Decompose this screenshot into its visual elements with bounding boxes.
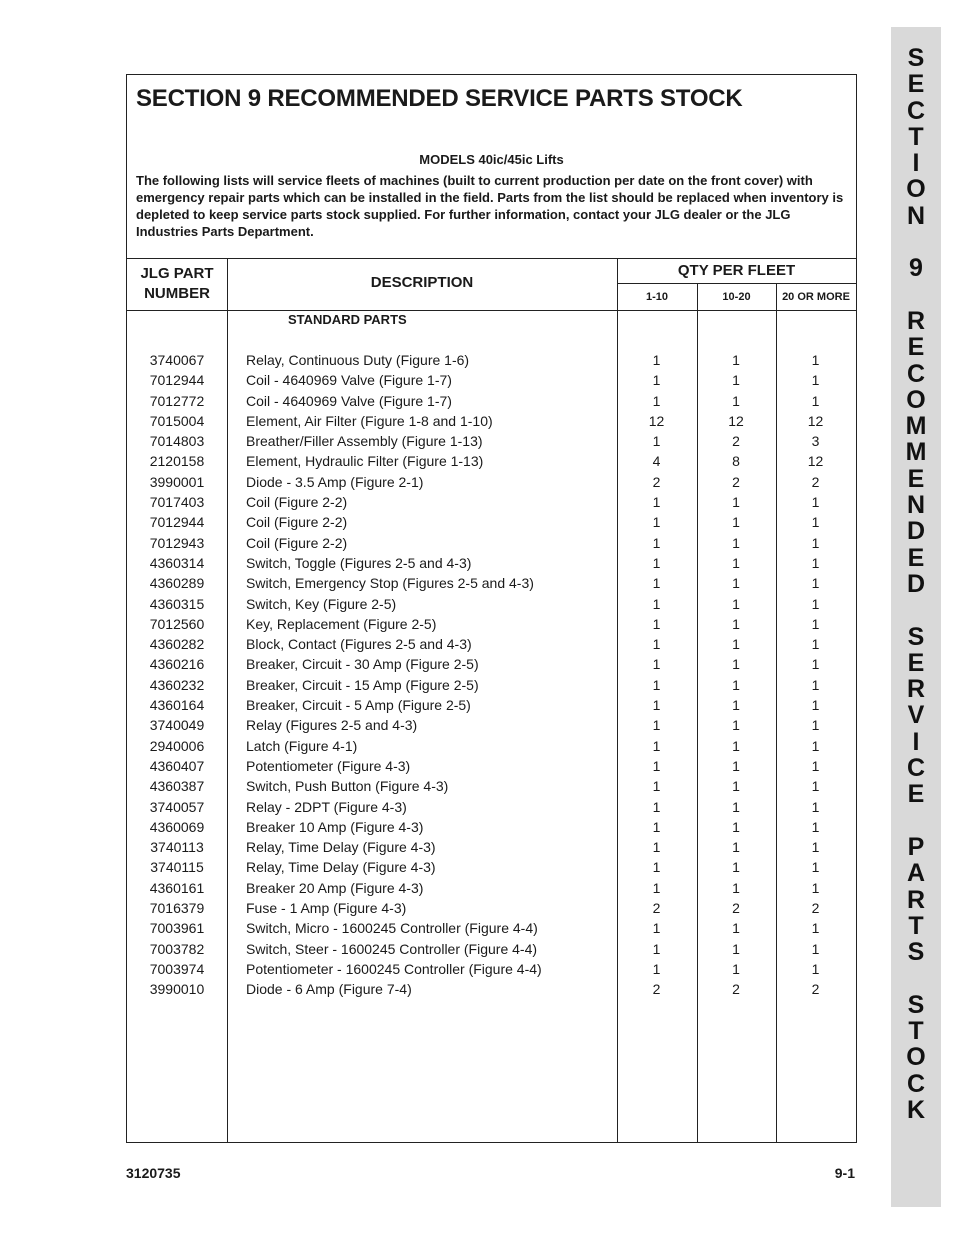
part-number-cell: 4360164 — [149, 697, 205, 714]
description-cell: Element, Hydraulic Filter (Figure 1-13) — [246, 453, 484, 470]
tab-letter: D — [906, 517, 926, 546]
table-row — [127, 939, 856, 959]
qty-20-or-more-cell: 1 — [811, 494, 820, 511]
qty-1-10-cell: 1 — [652, 798, 661, 815]
part-number-cell: 7012943 — [149, 534, 205, 551]
qty-1-10-cell: 1 — [652, 514, 661, 531]
qty-per-fleet-header: QTY PER FLEET — [677, 262, 796, 279]
qty-1-10-cell: 1 — [652, 372, 661, 389]
qty-20-or-more-cell: 1 — [811, 798, 820, 815]
parts-stock-frame — [126, 74, 857, 1143]
qty-header-rule — [617, 283, 856, 284]
table-row — [127, 776, 856, 796]
intro-paragraph: The following lists will service fleets of machines (built to current production per date on the front cover) with emergency repair parts which can be installed in the field. Parts from the list should be replaced when inventory is depleted to keep service parts stock supplied. For further information, contact your JLG dealer or the JLG Industries Parts Department. — [136, 173, 844, 239]
qty-1-10-cell: 1 — [652, 575, 661, 592]
qty-10-20-cell: 1 — [732, 656, 740, 673]
table-row — [127, 837, 856, 857]
qty-20-or-more-header: 20 OR MORE — [782, 291, 850, 303]
qty-1-10-cell: 1 — [652, 615, 661, 632]
document-number: 3120735 — [126, 1165, 181, 1181]
tab-letter — [913, 597, 920, 623]
part-number-cell: 7012560 — [149, 615, 205, 632]
tab-letter: E — [907, 464, 925, 493]
qty-1-10-cell: 1 — [652, 697, 661, 714]
table-row — [127, 370, 856, 390]
tab-letter — [913, 965, 920, 991]
tab-letter: I — [912, 727, 920, 756]
tab-letter: C — [906, 754, 926, 783]
tab-letter: R — [906, 306, 926, 335]
page-title: SECTION 9 RECOMMENDED SERVICE PARTS STOCK — [136, 85, 743, 112]
qty-1-10-cell: 1 — [652, 859, 661, 876]
qty-10-20-cell: 1 — [732, 798, 740, 815]
qty-10-20-cell: 1 — [732, 697, 740, 714]
part-number-cell: 4360387 — [149, 778, 205, 795]
table-row — [127, 797, 856, 817]
qty-20-or-more-cell: 1 — [811, 656, 820, 673]
qty-1-10-cell: 4 — [652, 453, 661, 470]
part-number-cell: 7003961 — [149, 920, 205, 937]
tab-letter — [913, 229, 920, 255]
tab-letter: R — [906, 885, 926, 914]
qty-10-20-cell: 1 — [732, 615, 740, 632]
description-cell: Coil - 4640969 Valve (Figure 1-7) — [246, 392, 452, 409]
qty-20-or-more-cell: 1 — [811, 595, 820, 612]
qty-1-10-cell: 2 — [652, 900, 661, 917]
qty-20-or-more-cell: 1 — [811, 636, 820, 653]
part-number-cell: 7015004 — [149, 412, 205, 429]
qty-1-10-cell: 1 — [652, 717, 661, 734]
tab-letter: R — [906, 675, 926, 704]
table-row — [127, 736, 856, 756]
part-number-cell: 7012944 — [149, 372, 205, 389]
tab-letter: M — [905, 438, 927, 467]
tab-letter: O — [906, 385, 926, 414]
table-row — [127, 756, 856, 776]
description-cell: Key, Replacement (Figure 2-5) — [246, 615, 437, 632]
tab-letter: P — [907, 832, 925, 861]
qty-20-or-more-cell: 1 — [811, 920, 820, 937]
tab-letter: S — [907, 938, 925, 967]
description-cell: Switch, Key (Figure 2-5) — [246, 595, 397, 612]
parts-table-body — [127, 350, 856, 1000]
description-cell: Coil - 4640969 Valve (Figure 1-7) — [246, 372, 452, 389]
qty-20-or-more-cell: 1 — [811, 697, 820, 714]
part-number-cell: 3990010 — [149, 981, 205, 998]
part-number-cell: 7003782 — [149, 940, 205, 957]
qty-10-20-cell: 1 — [732, 859, 740, 876]
table-row — [127, 472, 856, 492]
qty-20-or-more-cell: 1 — [811, 778, 820, 795]
part-number-cell: 3740057 — [149, 798, 205, 815]
qty-1-10-cell: 1 — [652, 920, 661, 937]
tab-letter: K — [906, 1095, 926, 1124]
table-row — [127, 431, 856, 451]
table-row — [127, 512, 856, 532]
qty-1-10-cell: 1 — [652, 839, 661, 856]
table-row — [127, 411, 856, 431]
tab-letter: C — [906, 96, 926, 125]
qty-1-10-cell: 1 — [652, 818, 661, 835]
part-number-cell: 7017403 — [149, 494, 205, 511]
part-number-cell: 7016379 — [149, 900, 205, 917]
qty-10-20-cell: 1 — [732, 940, 740, 957]
qty-20-or-more-cell: 1 — [811, 818, 820, 835]
table-row — [127, 553, 856, 573]
qty-1-10-cell: 1 — [652, 940, 661, 957]
part-number-header-line2: NUMBER — [144, 285, 210, 302]
part-number-cell: 4360289 — [149, 575, 205, 592]
description-cell: Breather/Filler Assembly (Figure 1-13) — [246, 433, 483, 450]
qty-20-or-more-cell: 1 — [811, 554, 820, 571]
qty-10-20-cell: 2 — [732, 473, 740, 490]
qty-10-20-cell: 1 — [732, 920, 740, 937]
qty-10-20-cell: 1 — [732, 879, 740, 896]
qty-20-or-more-cell: 2 — [811, 981, 820, 998]
qty-10-20-cell: 1 — [732, 595, 740, 612]
part-number-cell: 7012944 — [149, 514, 205, 531]
part-number-cell: 3740049 — [149, 717, 205, 734]
part-number-cell: 7003974 — [149, 960, 205, 977]
qty-10-20-cell: 1 — [732, 372, 740, 389]
qty-20-or-more-cell: 1 — [811, 514, 820, 531]
description-cell: Breaker, Circuit - 5 Amp (Figure 2-5) — [246, 697, 471, 714]
part-number-cell: 7014803 — [149, 433, 205, 450]
qty-20-or-more-cell: 1 — [811, 737, 820, 754]
qty-20-or-more-cell: 1 — [811, 859, 820, 876]
tab-letter: N — [906, 201, 926, 230]
table-row — [127, 857, 856, 877]
tab-letter: E — [907, 648, 925, 677]
qty-20-or-more-cell: 1 — [811, 879, 820, 896]
table-row — [127, 451, 856, 471]
table-row — [127, 594, 856, 614]
part-number-cell: 4360315 — [149, 595, 205, 612]
table-row — [127, 675, 856, 695]
tab-letter: T — [908, 911, 924, 940]
qty-20-or-more-cell: 2 — [811, 473, 820, 490]
description-cell: Diode - 6 Amp (Figure 7-4) — [246, 981, 412, 998]
part-number-cell: 4360216 — [149, 656, 205, 673]
section-tab — [891, 27, 941, 1207]
tab-letter: V — [907, 701, 925, 730]
qty-1-10-cell: 1 — [652, 595, 661, 612]
table-row — [127, 533, 856, 553]
tab-letter: D — [906, 569, 926, 598]
qty-20-or-more-cell: 1 — [811, 676, 820, 693]
description-cell: Switch, Emergency Stop (Figures 2-5 and 4-3) — [246, 575, 534, 592]
qty-1-10-cell: 1 — [652, 534, 661, 551]
table-row — [127, 715, 856, 735]
qty-1-10-cell: 1 — [652, 392, 661, 409]
qty-1-10-cell: 1 — [652, 737, 661, 754]
table-top-rule — [127, 258, 856, 259]
part-number-cell: 7012772 — [149, 392, 205, 409]
qty-10-20-cell: 1 — [732, 392, 740, 409]
description-cell: Fuse - 1 Amp (Figure 4-3) — [246, 900, 407, 917]
qty-1-10-cell: 1 — [652, 960, 661, 977]
page-number: 9-1 — [834, 1165, 855, 1181]
qty-20-or-more-cell: 12 — [807, 412, 824, 429]
table-row — [127, 695, 856, 715]
qty-10-20-cell: 1 — [732, 737, 740, 754]
qty-1-10-cell: 1 — [652, 494, 661, 511]
tab-letter: A — [906, 859, 926, 888]
tab-letter — [913, 808, 920, 834]
description-cell: Potentiometer - 1600245 Controller (Figure 4-4) — [246, 960, 542, 977]
qty-20-or-more-cell: 1 — [811, 757, 820, 774]
qty-1-10-cell: 1 — [652, 778, 661, 795]
qty-10-20-cell: 1 — [732, 676, 740, 693]
qty-20-or-more-cell: 1 — [811, 352, 820, 368]
tab-letter: S — [907, 44, 925, 72]
description-header: DESCRIPTION — [370, 274, 474, 291]
table-row — [127, 573, 856, 593]
description-cell: Potentiometer (Figure 4-3) — [246, 757, 411, 774]
qty-20-or-more-cell: 2 — [811, 900, 820, 917]
qty-1-10-cell: 1 — [652, 554, 661, 571]
qty-1-10-cell: 1 — [652, 879, 661, 896]
description-cell: Coil (Figure 2-2) — [246, 534, 348, 551]
description-cell: Latch (Figure 4-1) — [246, 737, 358, 754]
tab-letter: T — [908, 1016, 924, 1045]
description-cell: Element, Air Filter (Figure 1-8 and 1-10) — [246, 412, 493, 429]
qty-20-or-more-cell: 1 — [811, 717, 820, 734]
qty-10-20-cell: 2 — [732, 900, 740, 917]
qty-1-10-cell: 1 — [652, 352, 661, 368]
qty-1-10-cell: 1 — [652, 636, 661, 653]
tab-letter: C — [906, 1069, 926, 1098]
table-row — [127, 817, 856, 837]
qty-10-20-cell: 1 — [732, 494, 740, 511]
tab-letter: E — [907, 333, 925, 362]
qty-10-20-cell: 1 — [732, 575, 740, 592]
qty-20-or-more-cell: 12 — [807, 453, 824, 470]
tab-letter — [913, 282, 920, 308]
table-row — [127, 959, 856, 979]
description-cell: Block, Contact (Figures 2-5 and 4-3) — [246, 636, 472, 653]
description-cell: Breaker 10 Amp (Figure 4-3) — [246, 818, 424, 835]
tab-letter: E — [907, 543, 925, 572]
qty-10-20-cell: 1 — [732, 352, 740, 368]
description-cell: Relay, Time Delay (Figure 4-3) — [246, 839, 436, 856]
qty-10-20-cell: 1 — [732, 757, 740, 774]
part-number-header — [127, 264, 227, 304]
models-heading: MODELS 40ic/45ic Lifts — [419, 152, 564, 167]
table-row — [127, 391, 856, 411]
qty-10-20-cell: 1 — [732, 839, 740, 856]
qty-10-20-cell: 1 — [732, 554, 740, 571]
tab-letter: C — [906, 359, 926, 388]
qty-10-20-cell: 1 — [732, 514, 740, 531]
description-cell: Diode - 3.5 Amp (Figure 2-1) — [246, 473, 424, 490]
qty-20-or-more-cell: 1 — [811, 575, 820, 592]
qty-1-10-cell: 2 — [652, 981, 661, 998]
qty-10-20-header: 10-20 — [722, 291, 751, 303]
qty-10-20-cell: 12 — [728, 412, 744, 429]
tab-letter: N — [906, 491, 926, 520]
description-cell: Relay, Time Delay (Figure 4-3) — [246, 859, 436, 876]
description-cell: Breaker 20 Amp (Figure 4-3) — [246, 879, 424, 896]
qty-10-20-cell: 1 — [732, 534, 740, 551]
table-row — [127, 898, 856, 918]
table-row — [127, 979, 856, 999]
tab-letter: 9 — [909, 254, 923, 283]
description-cell: Switch, Push Button (Figure 4-3) — [246, 778, 449, 795]
group-label: STANDARD PARTS — [288, 312, 407, 327]
table-row — [127, 878, 856, 898]
qty-10-20-cell: 2 — [732, 981, 740, 998]
qty-10-20-cell: 2 — [732, 433, 740, 450]
table-row — [127, 350, 856, 370]
table-row — [127, 918, 856, 938]
description-cell: Coil (Figure 2-2) — [246, 494, 348, 511]
qty-1-10-cell: 1 — [652, 676, 661, 693]
qty-10-20-cell: 1 — [732, 960, 740, 977]
qty-20-or-more-cell: 1 — [811, 615, 820, 632]
part-number-cell: 4360407 — [149, 757, 205, 774]
table-row — [127, 614, 856, 634]
part-number-header-line1: JLG PART — [140, 265, 214, 282]
qty-10-20-cell: 8 — [732, 453, 740, 470]
header-bottom-rule — [127, 310, 856, 311]
qty-10-20-cell: 1 — [732, 818, 740, 835]
qty-20-or-more-cell: 1 — [811, 960, 820, 977]
tab-letter: O — [906, 175, 926, 204]
part-number-cell: 4360232 — [149, 676, 205, 693]
part-number-cell: 3990001 — [149, 473, 205, 490]
part-number-cell: 4360161 — [149, 879, 205, 896]
part-number-cell: 3740115 — [150, 859, 204, 876]
qty-1-10-cell: 2 — [652, 473, 661, 490]
qty-10-20-cell: 1 — [732, 778, 740, 795]
table-row — [127, 654, 856, 674]
qty-1-10-cell: 1 — [652, 757, 661, 774]
description-cell: Relay, Continuous Duty (Figure 1-6) — [246, 352, 470, 368]
description-cell: Switch, Steer - 1600245 Controller (Figure 4-4) — [246, 940, 538, 957]
qty-20-or-more-cell: 1 — [811, 372, 820, 389]
qty-1-10-header: 1-10 — [645, 291, 669, 303]
qty-20-or-more-cell: 3 — [811, 433, 820, 450]
tab-letter: T — [908, 122, 924, 151]
section-tab-label — [891, 45, 941, 1123]
qty-1-10-cell: 1 — [652, 656, 661, 673]
qty-20-or-more-cell: 1 — [811, 940, 820, 957]
description-cell: Relay (Figures 2-5 and 4-3) — [246, 717, 418, 734]
tab-letter: E — [907, 780, 925, 809]
qty-10-20-cell: 1 — [732, 636, 740, 653]
description-cell: Coil (Figure 2-2) — [246, 514, 348, 531]
part-number-cell: 4360069 — [149, 818, 205, 835]
qty-1-10-cell: 12 — [648, 412, 665, 429]
qty-20-or-more-cell: 1 — [811, 534, 820, 551]
description-cell: Relay - 2DPT (Figure 4-3) — [246, 798, 407, 815]
part-number-cell: 4360282 — [149, 636, 205, 653]
description-cell: Breaker, Circuit - 30 Amp (Figure 2-5) — [246, 656, 479, 673]
tab-letter: M — [905, 412, 927, 441]
tab-letter: S — [907, 990, 925, 1019]
description-cell: Switch, Micro - 1600245 Controller (Figure 4-4) — [246, 920, 538, 937]
description-cell: Switch, Toggle (Figures 2-5 and 4-3) — [246, 554, 472, 571]
tab-letter: O — [906, 1043, 926, 1072]
part-number-cell: 2120158 — [149, 453, 205, 470]
tab-letter: I — [912, 149, 920, 178]
part-number-cell: 4360314 — [149, 554, 205, 571]
tab-letter: S — [907, 622, 925, 651]
description-cell: Breaker, Circuit - 15 Amp (Figure 2-5) — [246, 676, 479, 693]
table-row — [127, 492, 856, 512]
table-row — [127, 634, 856, 654]
part-number-cell: 3740067 — [149, 352, 205, 368]
part-number-cell: 3740113 — [150, 839, 204, 856]
qty-10-20-cell: 1 — [732, 717, 740, 734]
part-number-cell: 2940006 — [149, 737, 205, 754]
qty-1-10-cell: 1 — [652, 433, 661, 450]
tab-letter: E — [907, 70, 925, 99]
qty-20-or-more-cell: 1 — [811, 392, 820, 409]
qty-20-or-more-cell: 1 — [811, 839, 820, 856]
